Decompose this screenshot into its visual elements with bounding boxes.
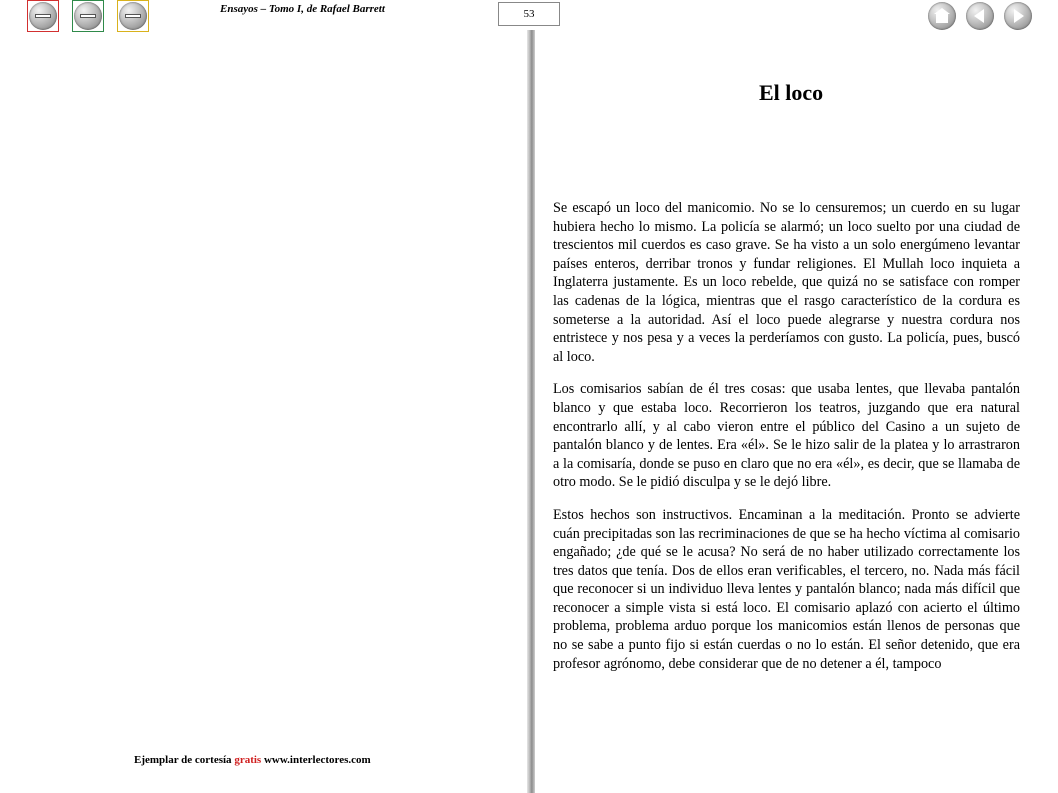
- minus-icon: [125, 14, 141, 18]
- minus-button-1[interactable]: [29, 2, 57, 30]
- next-page-button[interactable]: [1004, 2, 1032, 30]
- paragraph: Estos hechos son instructivos. Encaminan a la meditación. Pronto se advierte cuán precipitadas son las recriminaciones de que se ha hecho víctima al comisario engañado; ¿de qué se le acusa? No será de no haber utilizado correctamente los tres datos que tenía. Dos de ellos eran verificables, el tercero, no. Nada más fácil que reconocer si un individuo lleva lentes y pantalón blanco; nada más difícil que reconocer a simple vista si está loco. El comisario aplazó con acierto el último problema, problema arduo porque los manicomios están llenos de personas que no se sabe a punto fijo si están cuerdas o no lo están. El señor detenido, que era profesor agrónomo, debe considerar que de no detener a él, tampoco: [553, 506, 1020, 672]
- previous-page-button[interactable]: [966, 2, 994, 30]
- footer-credit: [134, 754, 371, 766]
- footer-gratis: gratis: [234, 754, 262, 766]
- paragraph: Los comisarios sabían de él tres cosas: que usaba lentes, que llevaba pantalón blanco y que estaba loco. Recorrieron los teatros, juzgando que era natural encontrarlo allí, y al cabo vieron entre el público del Casino a un sujeto de pantalón blanco y de lentes. Era «él». Se le hizo salir de la platea y lo arrastraron a la comisaría, donde se puso en claro que no era «él», es decir, que se llamaba de otro modo. Se le pidió disculpa y se le dejó libre.: [553, 381, 1020, 491]
- book-title: Ensayos – Tomo I, de Rafael Barrett: [220, 3, 385, 15]
- minus-icon: [80, 14, 96, 18]
- arrow-right-icon: [1014, 9, 1024, 23]
- page-number: 53: [498, 2, 560, 26]
- book-spine: [527, 30, 535, 793]
- footer-site-link[interactable]: www.interlectores.com: [263, 754, 371, 766]
- chapter-body: [553, 199, 1020, 687]
- minus-button-2[interactable]: [74, 2, 102, 30]
- minus-icon: [35, 14, 51, 18]
- arrow-left-icon: [974, 9, 984, 23]
- footer-prefix: Ejemplar de cortesía: [134, 754, 232, 766]
- minus-button-3[interactable]: [119, 2, 147, 30]
- home-button[interactable]: [928, 2, 956, 30]
- chapter-title: El loco: [759, 80, 824, 105]
- paragraph: Se escapó un loco del manicomio. No se lo censuremos; un cuerdo en su lugar hubiera hecho lo mismo. La policía se alarmó; un loco suelto por una ciudad de trescientos mil cuerdos es caso grave. Se ha visto a un solo energúmeno levantar países enteros, derribar tronos y fundar religiones. El Mullah loco inquieta a Inglaterra justamente. Es un loco rebelde, que quizá no se satisface con romper las cadenas de la lógica, mientras que el rasgo característico de la cordura es someterse a la autoridad. Así el loco puede alegrarse y nuestra cordura nos entristece y nos pesa y a veces la perderíamos con gusto. La policía, pues, buscó al loco.: [553, 200, 1020, 365]
